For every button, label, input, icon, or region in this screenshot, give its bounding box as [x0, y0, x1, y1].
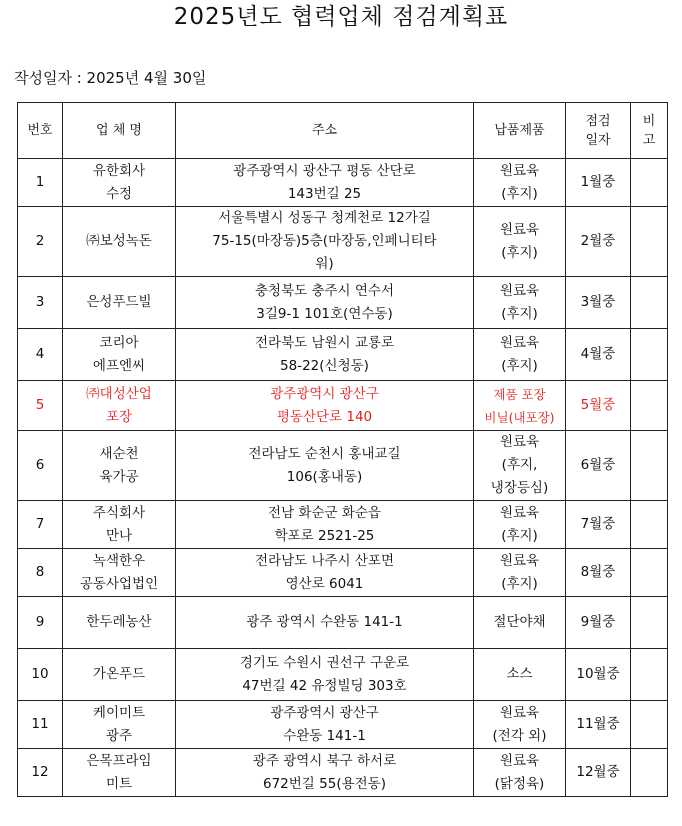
- address-cell: [176, 701, 474, 749]
- product-line: 원료육: [499, 704, 540, 721]
- table-row: [18, 277, 668, 329]
- address-cell: [176, 597, 474, 649]
- company-line: 새순천: [99, 445, 139, 462]
- header-row: [18, 103, 668, 159]
- company-cell: [63, 597, 176, 649]
- address-line: 75-15(마장동)5층(마장동,인페니티타: [212, 233, 437, 249]
- address-line: 수완동 141-1: [283, 727, 366, 744]
- note-cell: [631, 381, 668, 431]
- inspection-date: 11월중: [566, 701, 631, 749]
- company-line: 에프엔씨: [92, 357, 146, 374]
- header-product: 납품제품: [474, 103, 566, 159]
- address-cell: [176, 501, 474, 549]
- company-line: ㈜보성녹돈: [86, 233, 152, 249]
- row-number: 12: [18, 749, 63, 797]
- address-line: 충청북도 충주시 연수서: [255, 282, 394, 299]
- address-line: 672번길 55(용전동): [263, 775, 386, 792]
- product-line: 제품 포장: [493, 386, 546, 402]
- address-line: 광주광역시 광산구 평동 산단로: [233, 162, 416, 179]
- address-line: 광주광역시 광산구: [270, 704, 379, 721]
- company-cell: [63, 329, 176, 381]
- product-cell: [474, 431, 566, 501]
- page-title: 2025년도 협력업체 점검계획표: [173, 4, 509, 30]
- address-line: 58-22(신청동): [280, 357, 369, 374]
- company-cell: [63, 649, 176, 701]
- table-row: [18, 159, 668, 207]
- table-row-highlighted: [18, 381, 668, 431]
- product-line: (전각 외): [492, 727, 547, 744]
- company-line: 공동사업법인: [79, 575, 159, 592]
- product-line: (후지,: [501, 457, 538, 473]
- company-line: 한두레농산: [86, 614, 152, 630]
- creation-date: 작성일자 : 2025년 4월 30일: [14, 69, 207, 87]
- product-cell: [474, 701, 566, 749]
- address-line: 3길9-1 101호(연수동): [256, 305, 393, 322]
- product-cell: [474, 277, 566, 329]
- header-address: 주소: [176, 103, 474, 159]
- table-row: [18, 329, 668, 381]
- note-cell: [631, 501, 668, 549]
- product-line: (후지): [501, 305, 538, 322]
- address-line: 평동산단로 140: [276, 408, 373, 425]
- company-line: 육가공: [99, 468, 139, 485]
- company-line: 수정: [105, 185, 133, 202]
- table-row: [18, 501, 668, 549]
- company-line: 포장: [105, 408, 133, 425]
- company-cell: [63, 159, 176, 207]
- inspection-date: 6월중: [566, 431, 631, 501]
- inspection-date: 7월중: [566, 501, 631, 549]
- product-cell: [474, 159, 566, 207]
- product-line: 원료육: [499, 434, 540, 450]
- product-line: (후지): [501, 527, 538, 544]
- company-cell: [63, 207, 176, 277]
- product-line: 냉장등심): [490, 480, 549, 496]
- company-cell: [63, 701, 176, 749]
- note-cell: [631, 329, 668, 381]
- note-cell: [631, 207, 668, 277]
- header-date-line: 일자: [585, 132, 611, 148]
- table-row: [18, 649, 668, 701]
- address-line: 서울특별시 성동구 청계천로 12가길: [218, 210, 431, 226]
- company-cell: [63, 749, 176, 797]
- header-company: 업 체 명: [63, 103, 176, 159]
- product-cell: [474, 329, 566, 381]
- product-line: 원료육: [499, 752, 540, 769]
- row-number: 6: [18, 431, 63, 501]
- inspection-date: 9월중: [566, 597, 631, 649]
- table-row: [18, 431, 668, 501]
- inspection-date: 12월중: [566, 749, 631, 797]
- address-cell: [176, 431, 474, 501]
- product-line: 원료육: [499, 552, 540, 569]
- product-cell: [474, 749, 566, 797]
- company-line: 가온푸드: [92, 666, 146, 682]
- address-cell: [176, 277, 474, 329]
- address-cell: [176, 649, 474, 701]
- inspection-plan-table: [17, 102, 668, 797]
- row-number: 3: [18, 277, 63, 329]
- company-cell: [63, 381, 176, 431]
- address-line: 전라북도 남원시 교룡로: [255, 334, 394, 351]
- address-line: 47번길 42 유정빌딩 303호: [242, 677, 407, 694]
- inspection-date: 2월중: [566, 207, 631, 277]
- table-row: [18, 701, 668, 749]
- company-line: 광주: [105, 727, 133, 744]
- address-cell: [176, 749, 474, 797]
- row-number: 1: [18, 159, 63, 207]
- address-cell: [176, 207, 474, 277]
- address-cell: [176, 159, 474, 207]
- product-cell: [474, 207, 566, 277]
- product-line: 원료육: [499, 221, 540, 238]
- product-cell: [474, 649, 566, 701]
- product-line: (후지): [501, 357, 538, 374]
- address-line: 경기도 수원시 권선구 구운로: [239, 654, 410, 671]
- row-number: 9: [18, 597, 63, 649]
- row-number: 2: [18, 207, 63, 277]
- table-row: [18, 749, 668, 797]
- product-line: (후지): [501, 185, 538, 202]
- address-line: 143번길 25: [287, 185, 362, 202]
- product-cell: [474, 381, 566, 431]
- company-cell: [63, 501, 176, 549]
- row-number: 11: [18, 701, 63, 749]
- row-number: 10: [18, 649, 63, 701]
- company-line: 녹색한우: [92, 552, 146, 569]
- row-number: 7: [18, 501, 63, 549]
- address-line: 광주 광역시 북구 하서로: [252, 752, 397, 769]
- address-line: 학포로 2521-25: [274, 527, 375, 544]
- note-cell: [631, 597, 668, 649]
- product-line: 원료육: [499, 282, 540, 299]
- address-line: 106(홍내동): [286, 468, 363, 485]
- inspection-date: 1월중: [566, 159, 631, 207]
- company-line: ㈜대성산업: [86, 385, 152, 402]
- note-cell: [631, 431, 668, 501]
- product-line: 비닐(내포장): [484, 409, 555, 425]
- product-line: 원료육: [499, 334, 540, 351]
- address-line: 영산로 6041: [285, 575, 364, 592]
- note-cell: [631, 549, 668, 597]
- product-cell: [474, 549, 566, 597]
- header-note-line: 비: [642, 113, 656, 129]
- address-cell: [176, 381, 474, 431]
- address-line: 광주 광역시 수완동 141-1: [246, 614, 403, 630]
- address-cell: [176, 549, 474, 597]
- table-row: [18, 549, 668, 597]
- header-note-line: 고: [642, 132, 656, 148]
- company-cell: [63, 277, 176, 329]
- product-cell: [474, 597, 566, 649]
- product-line: (후지): [501, 575, 538, 592]
- note-cell: [631, 159, 668, 207]
- company-line: 은성푸드빌: [86, 294, 152, 310]
- company-line: 주식회사: [92, 504, 146, 521]
- note-cell: [631, 277, 668, 329]
- header-date-line: 점검: [585, 113, 611, 129]
- product-line: (닭정육): [494, 775, 545, 792]
- inspection-date: 5월중: [566, 381, 631, 431]
- company-line: 미트: [105, 775, 133, 792]
- company-line: 코리아: [99, 334, 139, 351]
- address-line: 워): [315, 256, 334, 272]
- product-line: 원료육: [499, 162, 540, 179]
- inspection-date: 10월중: [566, 649, 631, 701]
- company-line: 만나: [105, 527, 133, 544]
- address-line: 광주광역시 광산구: [270, 385, 379, 402]
- company-cell: [63, 549, 176, 597]
- header-note: [631, 103, 668, 159]
- header-date: [566, 103, 631, 159]
- address-cell: [176, 329, 474, 381]
- row-number: 5: [18, 381, 63, 431]
- address-line: 전라남도 순천시 홍내교길: [248, 445, 401, 462]
- product-line: 원료육: [499, 504, 540, 521]
- note-cell: [631, 749, 668, 797]
- inspection-date: 8월중: [566, 549, 631, 597]
- product-line: 절단야채: [493, 614, 546, 630]
- table-row: [18, 597, 668, 649]
- inspection-date: 3월중: [566, 277, 631, 329]
- note-cell: [631, 701, 668, 749]
- product-line: (후지): [501, 244, 538, 261]
- product-cell: [474, 501, 566, 549]
- address-line: 전라남도 나주시 산포면: [255, 552, 394, 569]
- table-row: [18, 207, 668, 277]
- company-line: 은목프라임: [86, 752, 152, 769]
- inspection-date: 4월중: [566, 329, 631, 381]
- header-no: 번호: [18, 103, 63, 159]
- note-cell: [631, 649, 668, 701]
- row-number: 4: [18, 329, 63, 381]
- company-cell: [63, 431, 176, 501]
- company-line: 케이미트: [92, 704, 146, 721]
- product-line: 소스: [506, 666, 533, 682]
- company-line: 유한회사: [92, 162, 146, 179]
- address-line: 전남 화순군 화순읍: [268, 504, 381, 521]
- row-number: 8: [18, 549, 63, 597]
